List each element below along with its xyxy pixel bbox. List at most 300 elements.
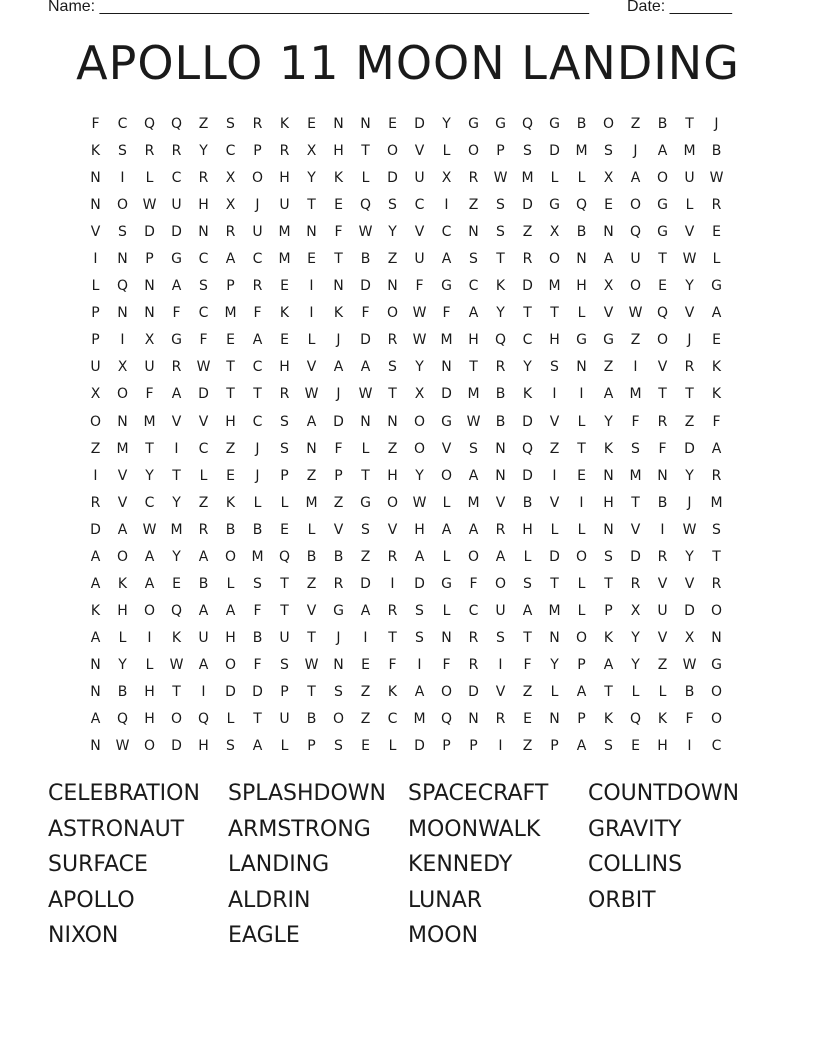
grid-letter[interactable]: L: [226, 711, 235, 728]
grid-letter[interactable]: N: [549, 711, 560, 728]
grid-letter[interactable]: M: [305, 494, 318, 511]
grid-letter[interactable]: Q: [170, 602, 183, 619]
grid-letter[interactable]: C: [144, 494, 155, 511]
grid-letter[interactable]: N: [387, 278, 398, 295]
grid-letter[interactable]: V: [657, 359, 668, 376]
grid-letter[interactable]: T: [172, 683, 181, 700]
grid-letter[interactable]: C: [711, 738, 722, 755]
grid-letter[interactable]: V: [117, 467, 128, 484]
grid-letter[interactable]: A: [441, 521, 452, 538]
grid-letter[interactable]: O: [224, 656, 237, 673]
grid-letter[interactable]: L: [253, 494, 262, 511]
grid-letter[interactable]: A: [360, 359, 371, 376]
grid-letter[interactable]: R: [225, 224, 236, 241]
grid-letter[interactable]: A: [90, 575, 101, 592]
grid-letter[interactable]: X: [225, 170, 236, 187]
grid-letter[interactable]: L: [577, 575, 586, 592]
grid-letter[interactable]: P: [307, 738, 316, 755]
grid-letter[interactable]: W: [412, 332, 427, 349]
grid-letter[interactable]: O: [332, 711, 345, 728]
grid-letter[interactable]: R: [495, 521, 506, 538]
grid-letter[interactable]: O: [710, 711, 723, 728]
grid-letter[interactable]: V: [684, 224, 695, 241]
grid-letter[interactable]: R: [711, 575, 722, 592]
grid-letter[interactable]: H: [603, 494, 614, 511]
grid-letter[interactable]: N: [468, 224, 479, 241]
grid-letter[interactable]: B: [360, 251, 371, 268]
grid-letter[interactable]: Q: [656, 305, 669, 322]
grid-letter[interactable]: I: [390, 575, 395, 592]
grid-letter[interactable]: R: [657, 413, 668, 430]
grid-letter[interactable]: A: [711, 440, 722, 457]
grid-letter[interactable]: M: [251, 548, 264, 565]
grid-letter[interactable]: V: [117, 494, 128, 511]
grid-letter[interactable]: N: [117, 413, 128, 430]
grid-letter[interactable]: E: [280, 521, 289, 538]
grid-letter[interactable]: T: [226, 359, 235, 376]
grid-letter[interactable]: F: [361, 305, 370, 322]
grid-letter[interactable]: T: [550, 575, 559, 592]
grid-letter[interactable]: H: [333, 143, 344, 160]
grid-letter[interactable]: O: [440, 683, 453, 700]
grid-letter[interactable]: D: [684, 602, 695, 619]
grid-letter[interactable]: I: [498, 738, 503, 755]
grid-letter[interactable]: Y: [685, 548, 694, 565]
grid-letter[interactable]: C: [468, 278, 479, 295]
grid-letter[interactable]: M: [467, 494, 480, 511]
grid-letter[interactable]: R: [522, 251, 533, 268]
grid-letter[interactable]: N: [603, 521, 614, 538]
grid-letter[interactable]: Q: [629, 224, 642, 241]
grid-letter[interactable]: S: [523, 575, 532, 592]
grid-letter[interactable]: W: [412, 494, 427, 511]
grid-letter[interactable]: Z: [387, 440, 398, 457]
grid-letter[interactable]: V: [306, 602, 317, 619]
grid-letter[interactable]: L: [550, 683, 559, 700]
grid-letter[interactable]: O: [548, 251, 561, 268]
grid-letter[interactable]: N: [576, 359, 587, 376]
grid-letter[interactable]: S: [361, 521, 370, 538]
grid-letter[interactable]: C: [198, 251, 209, 268]
grid-letter[interactable]: I: [687, 738, 692, 755]
grid-letter[interactable]: Y: [631, 656, 640, 673]
grid-letter[interactable]: Z: [90, 440, 101, 457]
grid-letter[interactable]: F: [172, 305, 181, 322]
grid-letter[interactable]: O: [467, 143, 480, 160]
grid-letter[interactable]: A: [144, 575, 155, 592]
grid-letter[interactable]: U: [279, 711, 290, 728]
grid-letter[interactable]: X: [603, 170, 614, 187]
grid-letter[interactable]: K: [225, 494, 236, 511]
grid-letter[interactable]: M: [629, 467, 642, 484]
grid-letter[interactable]: M: [116, 440, 129, 457]
grid-letter[interactable]: N: [711, 629, 722, 646]
grid-letter[interactable]: B: [117, 683, 128, 700]
grid-letter[interactable]: T: [280, 602, 289, 619]
grid-letter[interactable]: T: [712, 548, 721, 565]
grid-letter[interactable]: D: [522, 467, 533, 484]
grid-letter[interactable]: G: [711, 278, 722, 295]
grid-letter[interactable]: K: [603, 711, 614, 728]
grid-letter[interactable]: E: [631, 738, 640, 755]
grid-letter[interactable]: J: [687, 332, 692, 349]
grid-letter[interactable]: O: [386, 494, 399, 511]
grid-letter[interactable]: K: [522, 386, 533, 403]
grid-letter[interactable]: R: [468, 170, 479, 187]
grid-letter[interactable]: V: [306, 359, 317, 376]
grid-letter[interactable]: D: [684, 440, 695, 457]
grid-letter[interactable]: E: [361, 738, 370, 755]
grid-letter[interactable]: B: [252, 629, 263, 646]
grid-letter[interactable]: A: [414, 683, 425, 700]
grid-letter[interactable]: N: [90, 656, 101, 673]
grid-letter[interactable]: C: [117, 116, 128, 132]
grid-letter[interactable]: L: [523, 548, 532, 565]
grid-letter[interactable]: T: [145, 440, 154, 457]
grid-letter[interactable]: N: [144, 278, 155, 295]
grid-letter[interactable]: O: [494, 575, 507, 592]
grid-letter[interactable]: A: [252, 332, 263, 349]
grid-letter[interactable]: S: [550, 359, 559, 376]
grid-letter[interactable]: S: [388, 197, 397, 214]
grid-letter[interactable]: M: [224, 305, 237, 322]
grid-letter[interactable]: P: [577, 711, 586, 728]
grid-letter[interactable]: V: [414, 143, 425, 160]
grid-letter[interactable]: I: [552, 386, 557, 403]
grid-letter[interactable]: C: [252, 251, 263, 268]
grid-letter[interactable]: W: [358, 386, 373, 403]
grid-letter[interactable]: W: [682, 656, 697, 673]
grid-letter[interactable]: T: [388, 629, 397, 646]
grid-letter[interactable]: B: [495, 386, 506, 403]
grid-letter[interactable]: L: [145, 656, 154, 673]
grid-letter[interactable]: L: [199, 467, 208, 484]
grid-letter[interactable]: V: [657, 575, 668, 592]
grid-letter[interactable]: Y: [307, 170, 316, 187]
grid-letter[interactable]: Q: [521, 440, 534, 457]
grid-letter[interactable]: D: [522, 197, 533, 214]
grid-letter[interactable]: B: [225, 521, 236, 538]
grid-letter[interactable]: I: [147, 629, 152, 646]
grid-letter[interactable]: O: [224, 548, 237, 565]
grid-letter[interactable]: O: [89, 413, 102, 430]
grid-letter[interactable]: W: [358, 224, 373, 241]
grid-letter[interactable]: U: [414, 251, 425, 268]
grid-letter[interactable]: D: [90, 521, 101, 538]
grid-letter[interactable]: P: [334, 467, 343, 484]
grid-letter[interactable]: A: [90, 629, 101, 646]
grid-letter[interactable]: K: [333, 170, 344, 187]
grid-letter[interactable]: W: [682, 251, 697, 268]
grid-letter[interactable]: N: [576, 251, 587, 268]
grid-letter[interactable]: T: [307, 197, 316, 214]
grid-letter[interactable]: E: [334, 197, 343, 214]
grid-letter[interactable]: A: [414, 548, 425, 565]
grid-letter[interactable]: H: [576, 278, 587, 295]
grid-letter[interactable]: V: [549, 413, 560, 430]
grid-letter[interactable]: L: [280, 738, 289, 755]
grid-letter[interactable]: T: [172, 467, 181, 484]
grid-letter[interactable]: I: [552, 467, 557, 484]
grid-letter[interactable]: S: [280, 656, 289, 673]
grid-letter[interactable]: Q: [116, 278, 129, 295]
grid-letter[interactable]: I: [363, 629, 368, 646]
grid-letter[interactable]: S: [469, 251, 478, 268]
grid-letter[interactable]: B: [306, 711, 317, 728]
grid-letter[interactable]: M: [521, 170, 534, 187]
grid-letter[interactable]: O: [413, 413, 426, 430]
grid-letter[interactable]: U: [495, 602, 506, 619]
grid-letter[interactable]: V: [603, 305, 614, 322]
grid-letter[interactable]: C: [468, 602, 479, 619]
grid-letter[interactable]: Y: [199, 143, 208, 160]
grid-letter[interactable]: E: [307, 251, 316, 268]
grid-letter[interactable]: D: [549, 143, 560, 160]
grid-letter[interactable]: F: [415, 278, 424, 295]
grid-letter[interactable]: D: [198, 386, 209, 403]
grid-letter[interactable]: H: [657, 738, 668, 755]
grid-letter[interactable]: L: [442, 548, 451, 565]
grid-letter[interactable]: F: [145, 386, 154, 403]
grid-letter[interactable]: Y: [415, 467, 424, 484]
grid-letter[interactable]: Y: [496, 305, 505, 322]
grid-letter[interactable]: H: [198, 738, 209, 755]
grid-letter[interactable]: I: [444, 197, 449, 214]
grid-letter[interactable]: L: [307, 521, 316, 538]
grid-letter[interactable]: Q: [440, 711, 453, 728]
grid-letter[interactable]: T: [226, 386, 235, 403]
grid-letter[interactable]: D: [468, 683, 479, 700]
grid-letter[interactable]: N: [549, 629, 560, 646]
grid-letter[interactable]: D: [549, 548, 560, 565]
grid-letter[interactable]: L: [442, 143, 451, 160]
grid-letter[interactable]: Z: [603, 359, 614, 376]
grid-letter[interactable]: T: [577, 440, 586, 457]
grid-letter[interactable]: S: [280, 413, 289, 430]
grid-letter[interactable]: P: [604, 602, 613, 619]
grid-letter[interactable]: K: [711, 359, 722, 376]
grid-letter[interactable]: C: [225, 143, 236, 160]
grid-letter[interactable]: U: [144, 359, 155, 376]
grid-letter[interactable]: F: [523, 656, 532, 673]
grid-letter[interactable]: W: [628, 305, 643, 322]
grid-letter[interactable]: T: [604, 683, 613, 700]
grid-letter[interactable]: V: [684, 575, 695, 592]
grid-letter[interactable]: S: [496, 197, 505, 214]
grid-letter[interactable]: H: [387, 467, 398, 484]
grid-letter[interactable]: J: [714, 116, 719, 132]
grid-letter[interactable]: F: [685, 711, 694, 728]
grid-letter[interactable]: D: [225, 683, 236, 700]
grid-letter[interactable]: D: [522, 413, 533, 430]
grid-letter[interactable]: Y: [685, 467, 694, 484]
grid-letter[interactable]: Q: [116, 711, 129, 728]
grid-letter[interactable]: K: [90, 143, 101, 160]
grid-letter[interactable]: W: [115, 738, 130, 755]
date-field[interactable]: Date: _______: [627, 0, 732, 15]
grid-letter[interactable]: S: [604, 143, 613, 160]
grid-letter[interactable]: B: [657, 494, 668, 511]
grid-letter[interactable]: V: [495, 683, 506, 700]
grid-letter[interactable]: O: [251, 170, 264, 187]
grid-letter[interactable]: S: [199, 278, 208, 295]
grid-letter[interactable]: B: [522, 494, 533, 511]
grid-letter[interactable]: Y: [388, 224, 397, 241]
grid-letter[interactable]: F: [334, 440, 343, 457]
grid-letter[interactable]: E: [307, 116, 316, 132]
grid-letter[interactable]: Y: [685, 278, 694, 295]
grid-letter[interactable]: J: [687, 494, 692, 511]
grid-letter[interactable]: S: [469, 440, 478, 457]
grid-letter[interactable]: L: [118, 629, 127, 646]
grid-letter[interactable]: R: [657, 548, 668, 565]
grid-letter[interactable]: O: [116, 548, 129, 565]
grid-letter[interactable]: I: [309, 305, 314, 322]
grid-letter[interactable]: R: [468, 656, 479, 673]
grid-letter[interactable]: E: [226, 467, 235, 484]
grid-letter[interactable]: A: [198, 548, 209, 565]
grid-letter[interactable]: P: [145, 251, 154, 268]
grid-letter[interactable]: X: [630, 602, 641, 619]
grid-letter[interactable]: L: [712, 251, 721, 268]
grid-letter[interactable]: N: [90, 738, 101, 755]
grid-letter[interactable]: C: [198, 440, 209, 457]
grid-letter[interactable]: S: [118, 224, 127, 241]
grid-letter[interactable]: I: [201, 683, 206, 700]
grid-letter[interactable]: F: [469, 575, 478, 592]
grid-letter[interactable]: O: [575, 629, 588, 646]
grid-letter[interactable]: L: [577, 170, 586, 187]
grid-letter[interactable]: E: [523, 711, 532, 728]
grid-letter[interactable]: V: [198, 413, 209, 430]
grid-letter[interactable]: E: [604, 197, 613, 214]
grid-letter[interactable]: I: [93, 251, 98, 268]
grid-letter[interactable]: N: [657, 467, 668, 484]
grid-letter[interactable]: P: [91, 305, 100, 322]
grid-letter[interactable]: P: [577, 656, 586, 673]
grid-letter[interactable]: A: [657, 143, 668, 160]
grid-letter[interactable]: E: [658, 278, 667, 295]
grid-letter[interactable]: U: [171, 197, 182, 214]
grid-letter[interactable]: F: [658, 440, 667, 457]
grid-letter[interactable]: Z: [225, 440, 236, 457]
grid-letter[interactable]: F: [712, 413, 721, 430]
grid-letter[interactable]: S: [415, 629, 424, 646]
grid-letter[interactable]: O: [710, 602, 723, 619]
grid-letter[interactable]: O: [656, 332, 669, 349]
grid-letter[interactable]: G: [495, 116, 506, 132]
grid-letter[interactable]: A: [252, 738, 263, 755]
grid-letter[interactable]: Z: [198, 116, 209, 132]
grid-letter[interactable]: Y: [172, 494, 181, 511]
grid-letter[interactable]: R: [333, 575, 344, 592]
grid-letter[interactable]: A: [333, 359, 344, 376]
grid-letter[interactable]: I: [633, 359, 638, 376]
grid-letter[interactable]: P: [91, 332, 100, 349]
grid-letter[interactable]: M: [467, 386, 480, 403]
grid-letter[interactable]: N: [333, 116, 344, 132]
grid-letter[interactable]: C: [198, 305, 209, 322]
grid-letter[interactable]: V: [684, 305, 695, 322]
grid-letter[interactable]: F: [253, 305, 262, 322]
grid-letter[interactable]: U: [279, 197, 290, 214]
grid-letter[interactable]: X: [117, 359, 128, 376]
grid-letter[interactable]: W: [142, 521, 157, 538]
grid-letter[interactable]: L: [91, 278, 100, 295]
grid-letter[interactable]: G: [576, 332, 587, 349]
grid-letter[interactable]: B: [711, 143, 722, 160]
grid-letter[interactable]: A: [576, 738, 587, 755]
grid-letter[interactable]: F: [442, 656, 451, 673]
grid-letter[interactable]: V: [657, 629, 668, 646]
grid-letter[interactable]: D: [144, 224, 155, 241]
grid-letter[interactable]: L: [280, 494, 289, 511]
grid-letter[interactable]: J: [255, 440, 260, 457]
grid-letter[interactable]: I: [417, 656, 422, 673]
grid-letter[interactable]: Z: [549, 440, 560, 457]
grid-letter[interactable]: N: [603, 467, 614, 484]
grid-letter[interactable]: A: [306, 413, 317, 430]
grid-letter[interactable]: L: [145, 170, 154, 187]
grid-letter[interactable]: W: [412, 305, 427, 322]
grid-letter[interactable]: O: [143, 738, 156, 755]
grid-letter[interactable]: A: [225, 602, 236, 619]
grid-letter[interactable]: V: [630, 521, 641, 538]
grid-letter[interactable]: Z: [468, 197, 479, 214]
grid-letter[interactable]: Q: [197, 711, 210, 728]
grid-letter[interactable]: B: [306, 548, 317, 565]
grid-letter[interactable]: M: [548, 602, 561, 619]
grid-letter[interactable]: A: [711, 305, 722, 322]
grid-letter[interactable]: S: [253, 575, 262, 592]
grid-letter[interactable]: R: [630, 575, 641, 592]
grid-letter[interactable]: A: [576, 683, 587, 700]
grid-letter[interactable]: X: [549, 224, 560, 241]
grid-letter[interactable]: F: [253, 656, 262, 673]
grid-letter[interactable]: Z: [360, 711, 371, 728]
grid-letter[interactable]: Z: [360, 683, 371, 700]
grid-letter[interactable]: T: [307, 629, 316, 646]
grid-letter[interactable]: P: [226, 278, 235, 295]
grid-letter[interactable]: C: [171, 170, 182, 187]
grid-letter[interactable]: N: [117, 251, 128, 268]
grid-letter[interactable]: V: [387, 521, 398, 538]
grid-letter[interactable]: O: [629, 278, 642, 295]
grid-letter[interactable]: V: [414, 224, 425, 241]
grid-letter[interactable]: T: [604, 575, 613, 592]
grid-letter[interactable]: H: [144, 711, 155, 728]
grid-letter[interactable]: T: [523, 305, 532, 322]
grid-letter[interactable]: U: [90, 359, 101, 376]
grid-letter[interactable]: Z: [333, 494, 344, 511]
grid-letter[interactable]: K: [171, 629, 182, 646]
grid-letter[interactable]: T: [280, 575, 289, 592]
grid-letter[interactable]: G: [441, 413, 452, 430]
grid-letter[interactable]: O: [386, 305, 399, 322]
grid-letter[interactable]: E: [280, 332, 289, 349]
grid-letter[interactable]: Q: [575, 197, 588, 214]
grid-letter[interactable]: Y: [442, 116, 451, 132]
grid-letter[interactable]: O: [467, 548, 480, 565]
grid-letter[interactable]: W: [169, 656, 184, 673]
grid-letter[interactable]: U: [657, 602, 668, 619]
grid-letter[interactable]: O: [575, 548, 588, 565]
grid-letter[interactable]: O: [116, 197, 129, 214]
grid-letter[interactable]: T: [685, 116, 694, 132]
grid-letter[interactable]: W: [196, 359, 211, 376]
grid-letter[interactable]: E: [172, 575, 181, 592]
grid-letter[interactable]: G: [360, 494, 371, 511]
